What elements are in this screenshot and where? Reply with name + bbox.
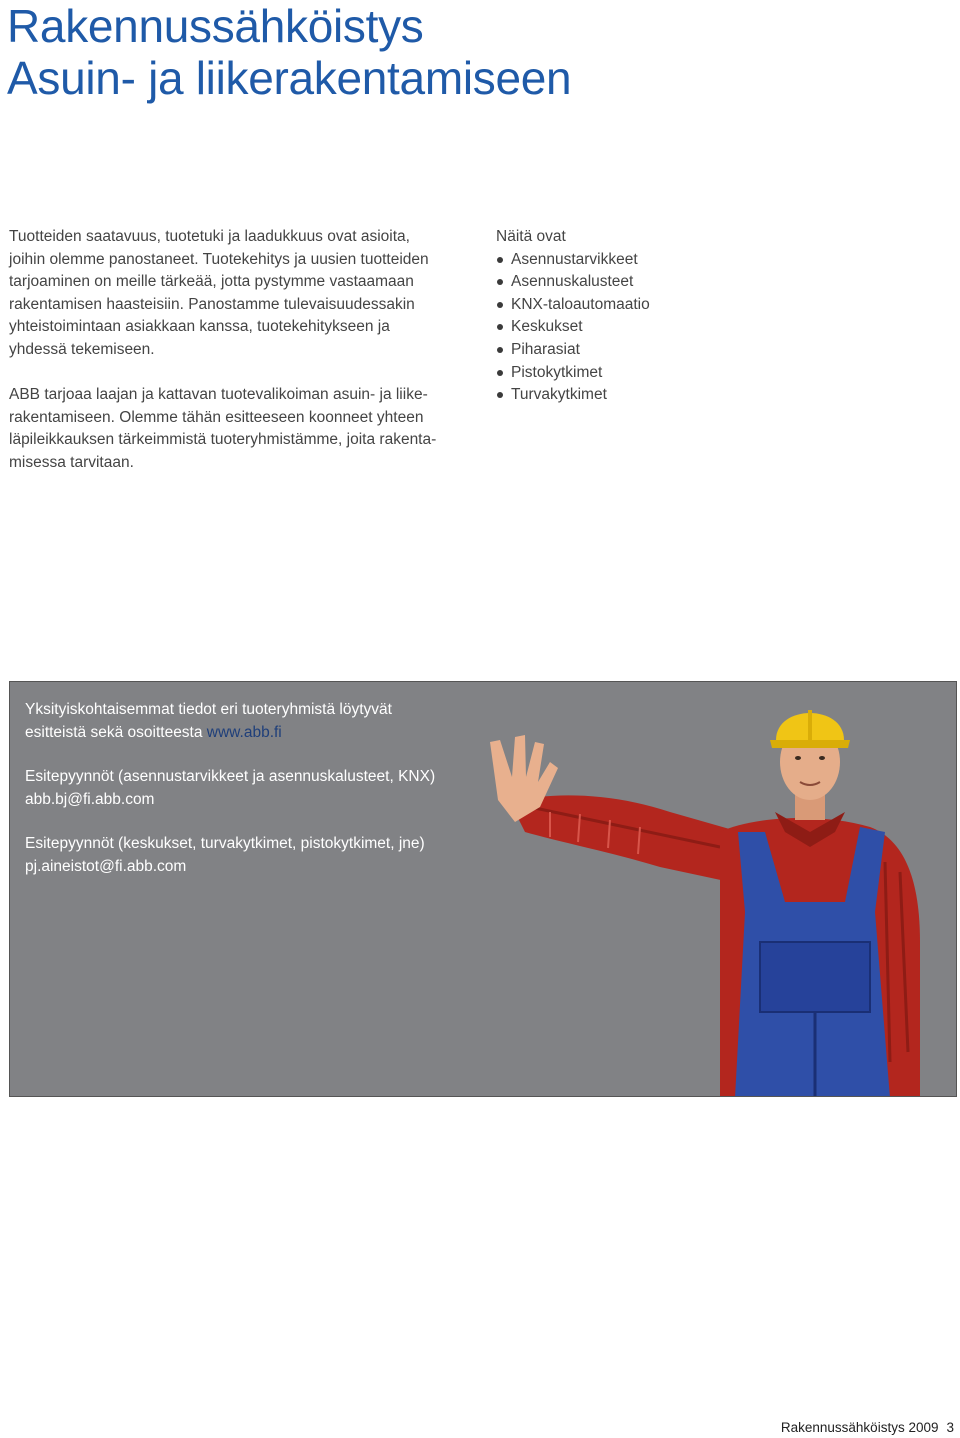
- product-groups-list: [496, 249, 796, 407]
- bullet-icon: [497, 257, 503, 263]
- more-info-paragraph: [25, 699, 495, 744]
- text-line: Tuotteiden saatavuus, tuotetuki ja laadukkuus ovat asioita,: [9, 228, 410, 245]
- text-line: läpileikkauksen tärkeimmistä tuoteryhmistämme, joita rakenta-: [9, 431, 437, 449]
- email-link[interactable]: abb.bj@fi.abb.com: [25, 790, 155, 808]
- text-line: esitteistä sekä osoitteesta: [25, 723, 207, 741]
- bullet-icon: [497, 324, 503, 330]
- page-title: [7, 0, 571, 104]
- text-line: ABB tarjoaa laajan ja kattavan tuotevalikoiman asuin- ja liike-: [9, 386, 428, 404]
- list-item: [496, 271, 796, 294]
- publication-title: Rakennussähköistys 2009: [780, 1420, 939, 1435]
- worker-photo: [490, 682, 957, 1097]
- intro-paragraph-2: [9, 384, 479, 474]
- title-line-1: Rakennussähköistys: [7, 0, 424, 52]
- list-item: [496, 249, 796, 272]
- text-line: Yksityiskohtaisemmat tiedot eri tuoteryhmistä löytyvät: [25, 701, 392, 718]
- text-line: yhdessä tekemiseen.: [9, 340, 155, 358]
- list-item: [496, 316, 796, 339]
- website-link[interactable]: www.abb.fi: [206, 723, 282, 741]
- list-item: [496, 384, 796, 407]
- product-groups: [496, 226, 796, 407]
- text-line: Esitepyynnöt (asennustarvikkeet ja asennuskalusteet, KNX): [25, 768, 436, 786]
- page-footer: [781, 1420, 954, 1435]
- text-line: rakentamisen haasteisiin. Panostamme tulevaisuudessakin: [9, 295, 415, 313]
- list-item-label: Keskukset: [511, 318, 583, 336]
- info-box: [9, 681, 957, 1097]
- text-line: tarjoaminen on meille tärkeää, jotta pystymme vastaamaan: [9, 273, 414, 291]
- list-item-label: Pistokytkimet: [511, 363, 603, 381]
- text-line: yhteistoimintaan asiakkaan kanssa, tuotekehitykseen ja: [9, 318, 390, 336]
- bullet-icon: [497, 302, 503, 308]
- list-item-label: KNX-taloautomaatio: [511, 295, 650, 313]
- brochure-request-2: [25, 833, 495, 878]
- list-item: [496, 362, 796, 385]
- list-item-label: Piharasiat: [511, 340, 580, 358]
- bullet-icon: [497, 370, 503, 376]
- bullet-icon: [497, 279, 503, 285]
- text-line: misessa tarvitaan.: [9, 453, 134, 471]
- list-item-label: Asennustarvikkeet: [511, 250, 638, 268]
- bullet-icon: [497, 392, 503, 398]
- title-line-2: Asuin- ja liikerakentamiseen: [7, 52, 572, 104]
- brochure-request-1: [25, 766, 495, 811]
- bullet-icon: [497, 347, 503, 353]
- text-line: Esitepyynnöt (keskukset, turvakytkimet, pistokytkimet, jne): [25, 835, 425, 853]
- intro-column: [9, 226, 479, 497]
- text-line: rakentamiseen. Olemme tähän esitteeseen koonneet yhteen: [9, 408, 424, 426]
- list-item: [496, 339, 796, 362]
- list-item: [496, 294, 796, 317]
- email-link[interactable]: pj.aineistot@fi.abb.com: [25, 857, 187, 875]
- intro-paragraph-1: [9, 226, 479, 362]
- info-box-text: [25, 699, 495, 901]
- text-line: joihin olemme panostaneet. Tuotekehitys ja uusien tuotteiden: [9, 250, 429, 268]
- list-item-label: Turvakytkimet: [511, 386, 607, 404]
- page-number: 3: [946, 1420, 954, 1435]
- list-item-label: Asennuskalusteet: [511, 273, 634, 291]
- product-groups-heading: Näitä ovat: [496, 228, 566, 245]
